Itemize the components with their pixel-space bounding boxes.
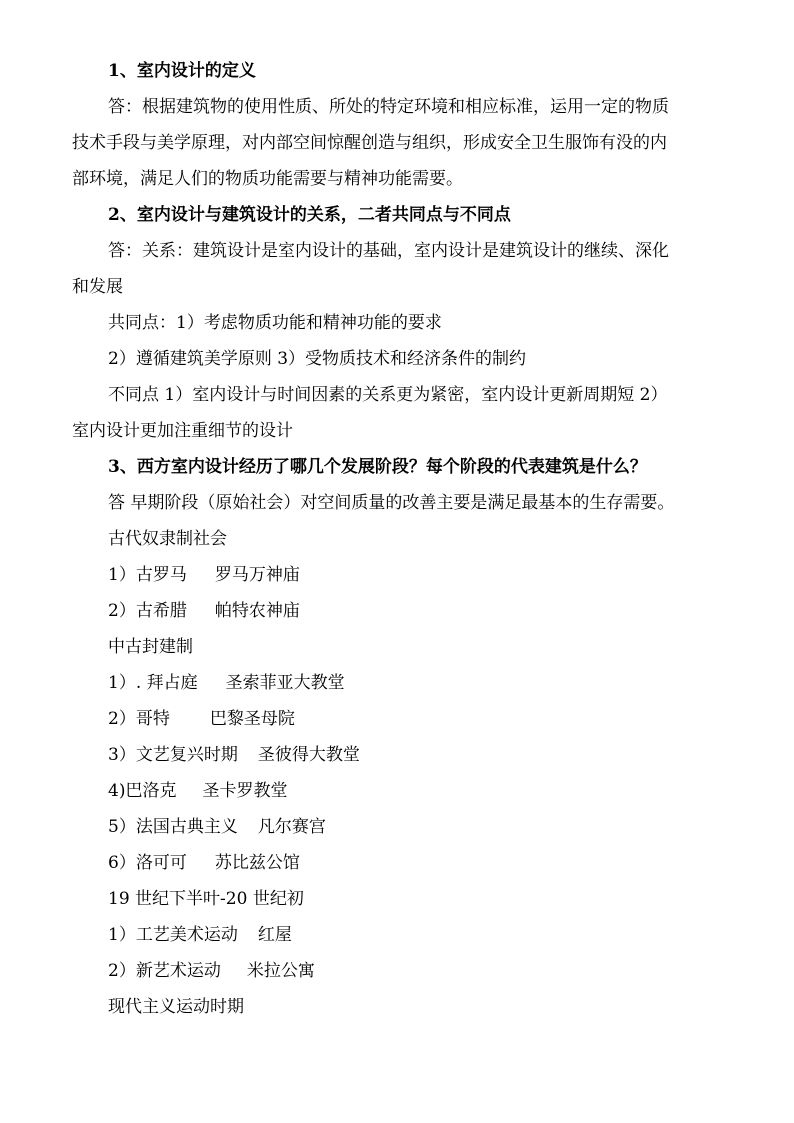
building-name: 凡尔赛宫: [257, 817, 326, 837]
period-title: 现代主义运动时期: [108, 997, 244, 1017]
building-name: 帕特农神庙: [214, 601, 300, 621]
building-name: 圣索菲亚大教堂: [225, 673, 345, 693]
section-heading-2: 2、室内设计与建筑设计的关系，二者共同点与不同点: [108, 205, 511, 225]
answer-text: 技术手段与美学原理，对内部空间惊醒创造与组织，形成安全卫生服饰有没的内: [72, 133, 667, 153]
stage-name: 6）洛可可: [108, 853, 187, 873]
stage-name: 2）古希腊: [108, 601, 187, 621]
list-item: [108, 708, 724, 730]
answer-text: 答：根据建筑物的使用性质、所处的特定环境和相应标准，运用一定的物质: [108, 97, 669, 117]
building-name: 圣彼得大教堂: [257, 745, 360, 765]
common-points-text: 共同点：1）考虑物质功能和精神功能的要求: [108, 313, 442, 333]
stage-name: 1）古罗马: [108, 565, 187, 585]
section-heading-1: 1、室内设计的定义: [108, 61, 256, 81]
building-name: 罗马万神庙: [214, 565, 300, 585]
stage-name: 1）工艺美术运动: [108, 925, 238, 945]
stage-name: 2）新艺术运动: [108, 961, 221, 981]
period-title: 古代奴隶制社会: [108, 529, 227, 549]
list-item: [108, 816, 724, 838]
stage-name: 2）哥特: [108, 709, 170, 729]
answer-text: 答 早期阶段（原始社会）对空间质量的改善主要是满足最基本的生存需要。: [108, 493, 675, 513]
list-item: [108, 564, 724, 586]
stage-name: 4)巴洛克: [108, 781, 177, 801]
list-item: [108, 744, 724, 766]
list-item: [108, 672, 724, 694]
building-name: 圣卡罗教堂: [202, 781, 288, 801]
list-item: [108, 600, 724, 622]
building-name: 巴黎圣母院: [209, 709, 295, 729]
period-title: 19 世纪下半叶-20 世纪初: [108, 889, 304, 909]
period-title: 中古封建制: [108, 637, 193, 657]
stage-name: 1）. 拜占庭: [108, 673, 198, 693]
list-item: [108, 852, 724, 874]
common-points-text: 2）遵循建筑美学原则 3）受物质技术和经济条件的制约: [108, 349, 527, 369]
relation-text: 答：关系：建筑设计是室内设计的基础，室内设计是建筑设计的继续、深化: [108, 241, 669, 261]
building-name: 苏比兹公馆: [214, 853, 300, 873]
difference-text: 不同点 1）室内设计与时间因素的关系更为紧密，室内设计更新周期短 2）: [108, 385, 668, 405]
building-name: 红屋: [257, 925, 292, 945]
stage-name: 3）文艺复兴时期: [108, 745, 238, 765]
list-item: [108, 780, 724, 802]
answer-text: 部环境，满足人们的物质功能需要与精神功能需要。: [72, 169, 463, 189]
list-item: [108, 960, 724, 982]
difference-text: 室内设计更加注重细节的设计: [72, 421, 293, 441]
stage-name: 5）法国古典主义: [108, 817, 238, 837]
section-heading-3: 3、西方室内设计经历了哪几个发展阶段？每个阶段的代表建筑是什么？: [108, 457, 647, 477]
list-item: [108, 924, 724, 946]
relation-text: 和发展: [72, 277, 123, 297]
building-name: 米拉公寓: [246, 961, 315, 981]
